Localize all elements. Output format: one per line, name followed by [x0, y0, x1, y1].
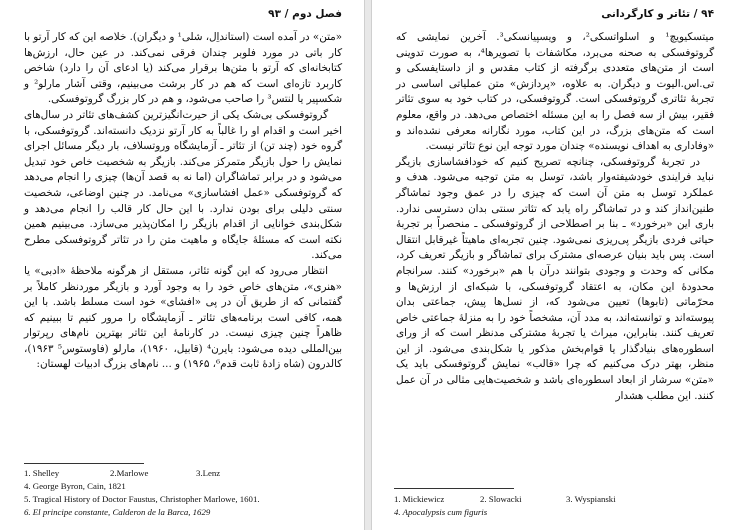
right-running-head: ۹۴ / تئاتر و کارگردانی [601, 8, 714, 20]
footnote-row [24, 467, 342, 480]
right-paragraph-2: در تجربهٔ گروتوفسکی، چنانچه تصریح کنیم که خودافشاسازی بازیگر نباید فرایندی خودشیفته‌وار باشد، توسل به متن توجیه می‌شود. هدف و عملکرد توسل به متن آن است که چیزی را در عمق وجود تماشاگر طنین‌انداز کند و در تماشاگر راه یابد که تئاتر سنتی بدان دسترسی ندارد. باری این «برخورد» ـ بنا بر اصطلاحی از گروتوفسکی ـ منحصراً بر تجربهٔ حیاتی فردی بازیگر پی‌ریزی نمی‌شود. چنین تجربه‌ای ماهیتاً غیرقابل انتقال است. پس باید بنیان عرصه‌ای مشترک برای تماشاگر و بازیگر تعریف کرد، مکانی که وحدت و وجودی بتوانند درآن با هم «برخورد» کنند. سرانجام محدودهٔ این مکان، به اعتقاد گروتوفسکی، با شبکه‌ای از ارزش‌ها و محرّماتی (تابوها) تعیین می‌شود که، از نسل‌ها پیش، جماعتی بدان پیوسته‌اند و توانسته‌اند، به مدد آن، مشخصاً خود را به منزلهٔ جماعتی خاص تعریف کنند. بنابراین، میراث یا تجربهٔ مشترکی مدنظر است که از ورای اسطوره‌های بنیادگذار یا قوام‌بخش مذکور یا شکل‌بندی می‌شود. از این منظر، بهتر درک می‌کنیم که چرا «قالب» نمایش گروتوفسکی باید یک «متن» سرشار از ابعاد اسطوره‌ای باشد و شخصیت‌هایی مثالی در آن عمل کنند. این مطلب هشدار [396, 155, 714, 402]
footnote-row [24, 493, 342, 506]
left-paragraph-3: انتظار می‌رود که این گونه تئاتر، مستقل از هرگونه ملاحظهٔ «ادبی» یا «هنری»، متن‌های خاص خود را به وجود آورد و بازیگر موردنظر کاملاً بر گفتمانی که از طریق آن در پی «افشای» خود است مسلط باشد. با این همه، کافی است برنامه‌های تئاتر ـ آزمایشگاه را مرور کنیم تا ببینیم که ظاهراً چنین چیزی نیست. در کارنامهٔ این تئاتر بهترین نام‌های رپرتوار بین‌المللی دیده می‌شود: بایرن⁴ (قابیل، ۱۹۶۰)، مارلو (فاوستوس⁵ ۱۹۶۳)، کالدرون (شاه زادهٔ ثابت قدم⁶، ۱۹۶۵) و ... نام‌های بزرگ ادبیات لهستان: [24, 264, 342, 371]
footnote-row [24, 506, 342, 519]
footnote-row [394, 493, 714, 506]
right-page-body [396, 30, 714, 404]
left-page-body [24, 30, 342, 373]
right-paragraph-1: میتسکیویچ¹ و اسلواتسکی²، و ویسپیانسکی³. آخرین نمایشی که گروتوفسکی به صحنه می‌برد، مکاشفات با تصویرها⁴، به صورت تدوینی است از متن‌های متعددی برگرفته از کتاب مقدس و از داستایفسکی و تی.اس.الیوت و دیگران. به علاوه، «پردازش» متن عملیاتی اساسی در تجربهٔ تئاتری گروتوفسکی است. گروتوفسکی، در کتاب خود به سوی تئاتر فقیر، بیش از سه فصل را به این مسئله اختصاص می‌دهد. در واقع، معلوم است که متن‌های بزرگ، در این کتاب، مورد نگارانه معرفی نشده‌اند و «وفاداری به اهداف نویسنده» چندان مورد توجه این نوع تئاتر نیست. [396, 31, 715, 153]
footnote: 1. Shelley [24, 468, 60, 478]
footnote: 5. Tragical History of Doctor Faustus, Christopher Marlowe, 1601. [24, 494, 260, 504]
footnote-row [24, 480, 342, 493]
footnote: 1. Mickiewicz [394, 494, 445, 504]
footnote: 6. El principe constante, Calderon de la Barca, 1629 [24, 507, 211, 517]
right-footnote-rule [394, 488, 514, 489]
footnote: 3. Wyspianski [566, 494, 616, 504]
right-page-header [396, 8, 714, 24]
left-paragraph-1: «متن» در آمده است (استانداِل، شلی¹ و دیگران). خلاصه این که کار آرتو با کار باتی در مورد فلوبر چندان فرقی نمی‌کند. در عین حال، ارزش‌ها کتابخانه‌ای که آرتو با متن‌ها برقرار می‌کند (یا ادعای آن را دارد) شاخص کاربرد تازه‌ای است که هم در کار برشت می‌بینیم، وقتی آشار مارلو² و شکسپیر یا لنتس³ را صاحب می‌شود، و هم در کار بزرگ گروتوفسکی. [24, 31, 342, 106]
left-page-header [24, 8, 342, 24]
book-gutter [364, 0, 372, 530]
left-footnote-rule [24, 463, 144, 464]
left-footnotes [24, 467, 342, 519]
footnote: 2.Marlowe [110, 468, 149, 478]
right-footnotes [394, 493, 714, 519]
left-running-head: فصل دوم / ۹۳ [268, 8, 342, 20]
footnote-row [394, 506, 714, 519]
footnote: 4. George Byron, Cain, 1821 [24, 481, 126, 491]
left-paragraph-2: گروتوفسکی بی‌شک یکی از حیرت‌انگیزترین کشف‌های تئاتر در سال‌های اخیر است و اقدام او را غالباً به کار آرتو نزدیک دانسته‌اند. گروتوفسکی، با گروه خود (چند تن) از تئاتر ـ آزمایشگاه وروتسلاف، بار دیگر مسائل اجرای نمایش را حول بازیگر متمرکز می‌کند. بازیگر به شخصیت خاص خود تبدیل می‌شود و در برابر تماشاگران (اما نه به قصد آن‌ها) چیزی را انجام می‌دهد که گروتوفسکی «عمل افشاسازی» می‌نامد. در چنین اوضاعی، شخصیت سنتی دلیلی برای بودن ندارد. با این حال کار قالب را انجام می‌دهد و شکل‌بندی خوانایی از اقدام بازیگر را امکان‌پذیر می‌سازد. می‌بینیم همین نکته است که مسئلهٔ جایگاه و ماهیت متن را در تئاتر گروتوفسکی مطرح می‌کند. [24, 108, 342, 262]
left-page [0, 0, 364, 530]
footnote: 3.Lenz [196, 468, 221, 478]
right-page [372, 0, 736, 530]
footnote: 2. Slowacki [480, 494, 522, 504]
footnote: 4. Apocalypsis cum figuris [394, 507, 488, 517]
